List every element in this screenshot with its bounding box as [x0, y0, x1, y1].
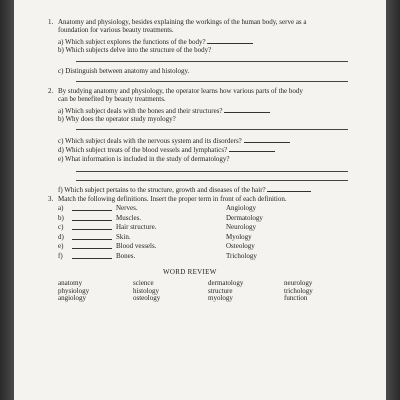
match-definition: Blood vessels.: [116, 242, 157, 251]
q2-part-b: b) Why does the operator study myology?: [58, 115, 176, 123]
review-word: histology: [133, 286, 160, 295]
q1-part-a: [58, 37, 253, 46]
q1-number: 1.: [48, 18, 54, 26]
q2-part-d-text: d) Which subject treats of the blood vessels and lymphatics?: [58, 146, 228, 154]
match-answer-blank[interactable]: [72, 204, 112, 213]
match-answer-blank[interactable]: [72, 214, 112, 223]
match-answer-blank[interactable]: [72, 242, 112, 251]
review-word: neurology: [284, 279, 313, 287]
q2-part-c: [58, 136, 290, 145]
q2-number: 2.: [48, 87, 54, 95]
match-definition: Skin.: [116, 232, 131, 241]
q1-part-b: b) Which subjects delve into the structure of the body?: [58, 46, 212, 54]
q2-part-e: e) What information is included in the study of dermatology?: [58, 155, 230, 163]
answer-line[interactable]: [76, 171, 348, 172]
q3-number: 3.: [48, 195, 54, 203]
review-word: myology: [208, 294, 233, 303]
answer-line[interactable]: [76, 180, 348, 181]
match-answer-blank[interactable]: [72, 233, 112, 242]
q1-part-a-text: a) Which subject explores the functions of the body?: [58, 38, 206, 46]
review-word: function: [284, 294, 308, 303]
review-word: angiology: [58, 294, 86, 303]
q2-part-f: [58, 185, 311, 194]
match-term: Dermatology: [226, 213, 263, 222]
match-term: Osteology: [226, 242, 255, 251]
review-word: science: [133, 279, 154, 287]
match-definition: Bones.: [116, 252, 136, 260]
answer-blank[interactable]: [229, 145, 275, 152]
review-word: dermatology: [208, 279, 244, 287]
match-term: Neurology: [226, 223, 256, 232]
q1-part-c: c) Distinguish between anatomy and histology.: [58, 67, 190, 75]
match-term: Myology: [226, 232, 252, 241]
match-letter: d): [58, 232, 64, 241]
page-shadow-left: [0, 0, 14, 400]
q2-part-f-text: f) Which subject pertains to the structure, growth and diseases of the hair?: [58, 186, 266, 194]
worksheet-page: [14, 0, 386, 400]
q2-part-a: [58, 106, 270, 115]
q1-text-line1: Anatomy and physiology, besides explaining the workings of the human body, serve as a: [58, 18, 307, 26]
match-definition: Nerves.: [116, 204, 138, 212]
q2-text-line2: can be benefited by beauty treatments.: [58, 95, 166, 103]
answer-blank[interactable]: [207, 37, 253, 44]
match-letter: e): [58, 242, 64, 251]
match-letter: c): [58, 223, 64, 232]
answer-line[interactable]: [76, 61, 348, 62]
match-answer-blank[interactable]: [72, 252, 112, 261]
q2-text-line1: By studying anatomy and physiology, the operator learns how various parts of the body: [58, 87, 303, 95]
match-term: Trichology: [226, 252, 257, 260]
match-term: Angiology: [226, 204, 256, 212]
review-word: trichology: [284, 286, 313, 295]
answer-blank[interactable]: [244, 136, 290, 143]
q2-part-c-text: c) Which subject deals with the nervous system and its disorders?: [58, 137, 242, 145]
review-word: anatomy: [58, 279, 83, 287]
review-word: structure: [208, 286, 233, 295]
review-word: osteology: [133, 294, 161, 303]
answer-blank[interactable]: [224, 106, 270, 113]
answer-line[interactable]: [76, 129, 348, 130]
match-letter: b): [58, 213, 64, 222]
word-review-title: WORD REVIEW: [163, 268, 217, 276]
match-letter: f): [58, 252, 63, 260]
q3-text: Match the following definitions. Insert the proper term in front of each definition.: [58, 195, 287, 203]
q2-part-d: [58, 145, 275, 154]
q1-text-line2: foundation for various beauty treatments.: [58, 26, 174, 34]
match-definition: Muscles.: [116, 213, 142, 222]
answer-line[interactable]: [76, 81, 348, 82]
review-word: physiology: [58, 286, 90, 295]
match-answer-blank[interactable]: [72, 223, 112, 232]
q2-part-a-text: a) Which subject deals with the bones and their structures?: [58, 107, 223, 115]
match-definition: Hair structure.: [116, 223, 157, 232]
answer-blank[interactable]: [267, 185, 311, 192]
match-letter: a): [58, 204, 64, 212]
page-shadow-right: [386, 0, 400, 400]
